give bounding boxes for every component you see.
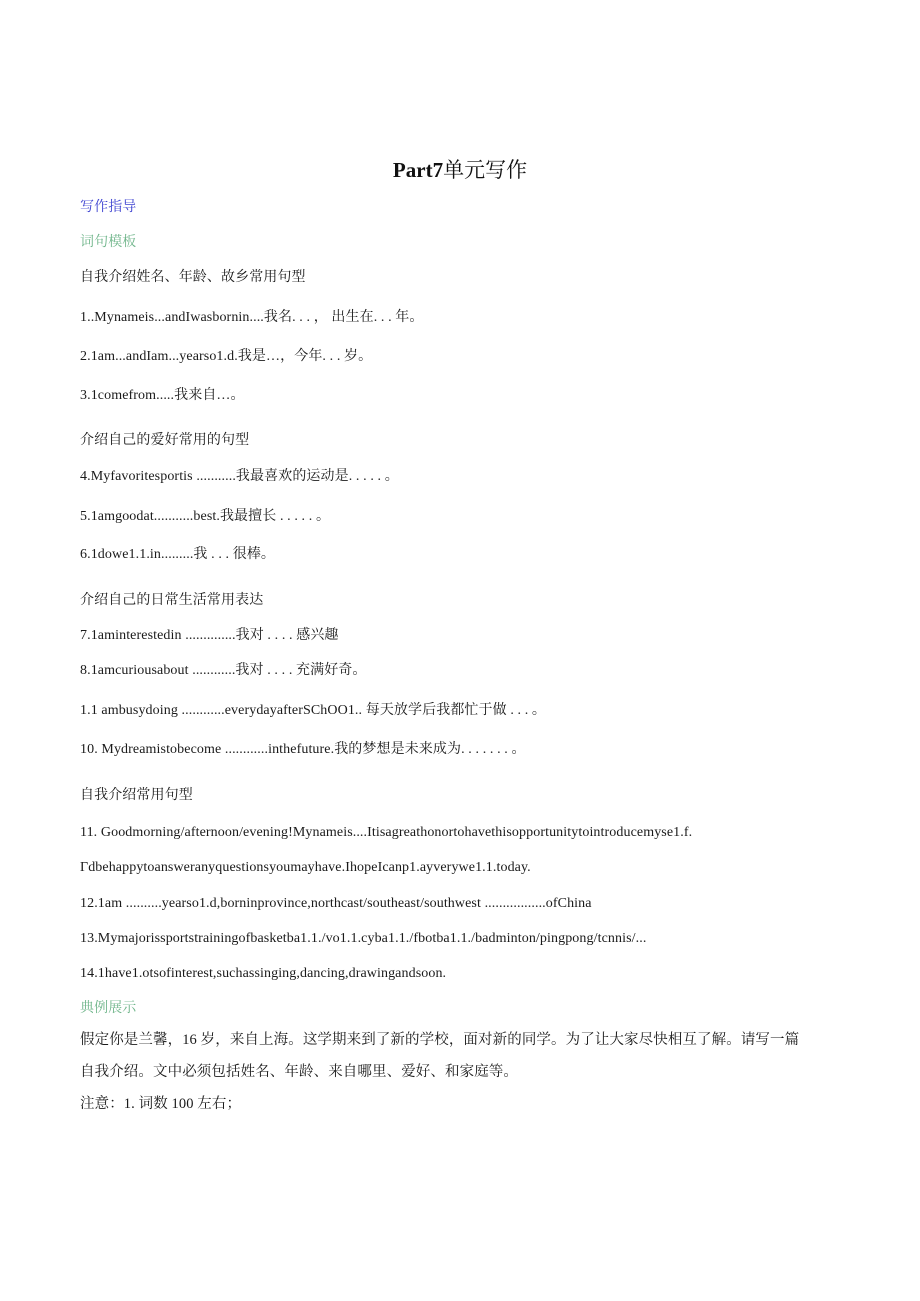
- section-heading-self-intro: 自我介绍常用句型: [80, 788, 193, 803]
- section-heading-daily-life: 介绍自己的日常生活常用表达: [80, 593, 264, 608]
- section-heading-name-age: 自我介绍姓名、年龄、故乡常用句型: [80, 270, 306, 285]
- template-line-3: 3.1comefrom.....我来自…。: [80, 388, 245, 403]
- template-line-8: 8.1amcuriousabout ............我对 . . . . 充满好奇。: [80, 663, 367, 678]
- template-line-11-continued: Γdbehappytoansweranyquestionsyoumayhave.IhopeIcanp1.ayverywe1.1.today.: [80, 860, 531, 875]
- template-line-6: 6.1dowe1.1.in.........我 . . . 很棒。: [80, 547, 276, 562]
- heading-templates: 词句模板: [80, 235, 137, 250]
- heading-example: 典例展示: [80, 1001, 137, 1016]
- template-line-9: 1.1 ambusydoing ............everydayafterSChOO1.. 每天放学后我都忙于做 . . . 。: [80, 703, 547, 718]
- example-note: 注意：1. 词数 100 左右；: [80, 1096, 242, 1112]
- title-prefix: Part7: [392, 158, 444, 182]
- example-paragraph-line-2: 自我介绍。文中必须包括姓名、年龄、来自哪里、爱好、和家庭等。: [80, 1064, 518, 1080]
- title-suffix: 单元写作: [443, 158, 528, 182]
- heading-writing-guide: 写作指导: [80, 200, 137, 215]
- template-line-14: 14.1have1.otsofinterest,suchassinging,dancing,drawingandsoon.: [80, 966, 447, 981]
- template-line-4: 4.Myfavoritesportis ...........我最喜欢的运动是. . . . . 。: [80, 469, 399, 484]
- template-line-1: 1..Mynameis...andIwasbornin....我名. . . ， 出生在. . . 年。: [80, 310, 424, 325]
- template-line-10: 10. Mydreamistobecome ............inthefuture.我的梦想是未来成为. . . . . . . 。: [80, 742, 526, 757]
- page-title: [0, 156, 920, 184]
- section-heading-hobbies: 介绍自己的爱好常用的句型: [80, 433, 250, 448]
- template-line-11: 11. Goodmorning/afternoon/evening!Mynameis....Itisagreathonortohavethisopportunitytointroducemyse1.f.: [80, 825, 693, 840]
- template-line-7: 7.1aminterestedin ..............我对 . . . . 感兴趣: [80, 628, 339, 643]
- template-line-12: 12.1am ..........yearso1.d,borninprovince,northcast/southeast/southwest .................ofChina: [80, 896, 592, 911]
- template-line-13: 13.Mymajorissportstrainingofbasketba1.1./vo1.1.cyba1.1./fbotba1.1./badminton/pingpong/tcnnis/...: [80, 931, 647, 946]
- template-line-2: 2.1am...andIam...yearso1.d.我是…，今年. . . 岁。: [80, 349, 373, 364]
- template-line-5: 5.1amgoodat...........best.我最擅长 . . . . . 。: [80, 509, 331, 524]
- example-paragraph-line-1: 假定你是兰馨，16 岁，来自上海。这学期来到了新的学校，面对新的同学。为了让大家尽快相互了解。请写一篇: [80, 1032, 800, 1048]
